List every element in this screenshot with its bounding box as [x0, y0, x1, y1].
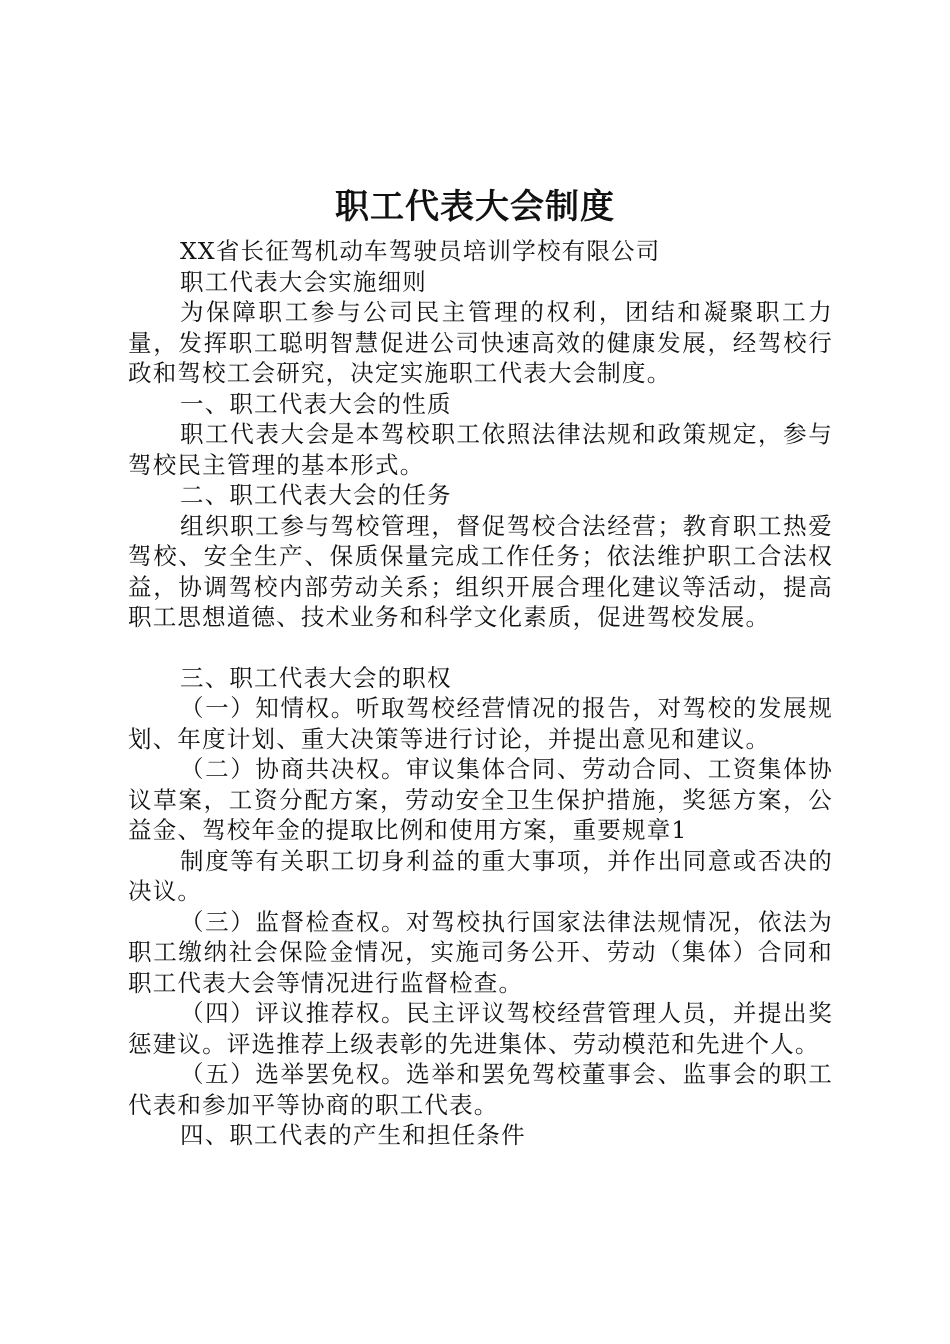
paragraph-gap	[128, 633, 833, 663]
document-body	[128, 236, 833, 1151]
paragraph-tasks: 组织职工参与驾校管理，督促驾校合法经营；教育职工热爱驾校、安全生产、保质保量完成工作任务；依法维护职工合法权益，协调驾校内部劳动关系；组织开展合理化建议等活动，提高职工思想道德、技术业务和科学文化素质，促进驾校发展。	[128, 511, 833, 631]
company-name: XX省长征驾机动车驾驶员培训学校有限公司	[180, 237, 661, 265]
power-item-5: （五）选举罢免权。选举和罢免驾校董事会、监事会的职工代表和参加平等协商的职工代表。	[128, 1060, 833, 1119]
intro-paragraph: 为保障职工参与公司民主管理的权利，团结和凝聚职工力量，发挥职工聪明智慧促进公司快速高效的健康发展，经驾校行政和驾校工会研究，决定实施职工代表大会制度。	[128, 298, 833, 387]
section-heading-tasks: 二、职工代表大会的任务	[180, 481, 452, 509]
power-item-4: （四）评议推荐权。民主评议驾校经营管理人员，并提出奖惩建议。评选推荐上级表彰的先进集体、劳动模范和先进个人。	[128, 999, 833, 1058]
document-title: 职工代表大会制度	[335, 187, 615, 227]
power-item-2-continued: 制度等有关职工切身利益的重大事项，并作出同意或否决的决议。	[128, 846, 833, 905]
power-item-1: （一）知情权。听取驾校经营情况的报告，对驾校的发展规划、年度计划、重大决策等进行讨论，并提出意见和建议。	[128, 694, 833, 753]
section-heading-representatives: 四、职工代表的产生和担任条件	[180, 1121, 526, 1149]
subtitle: 职工代表大会实施细则	[180, 267, 427, 296]
power-item-2: （二）协商共决权。审议集体合同、劳动合同、工资集体协议草案，工资分配方案，劳动安全卫生保护措施，奖惩方案，公益金、驾校年金的提取比例和使用方案，重要规章1	[128, 755, 833, 844]
section-heading-powers: 三、职工代表大会的职权	[180, 663, 452, 692]
paragraph-nature: 职工代表大会是本驾校职工依照法律法规和政策规定，参与驾校民主管理的基本形式。	[128, 420, 833, 479]
section-heading-nature: 一、职工代表大会的性质	[180, 389, 452, 418]
power-item-3: （三）监督检查权。对驾校执行国家法律法规情况，依法为职工缴纳社会保险金情况，实施司务公开、劳动（集体）合同和职工代表大会等情况进行监督检查。	[128, 907, 833, 997]
